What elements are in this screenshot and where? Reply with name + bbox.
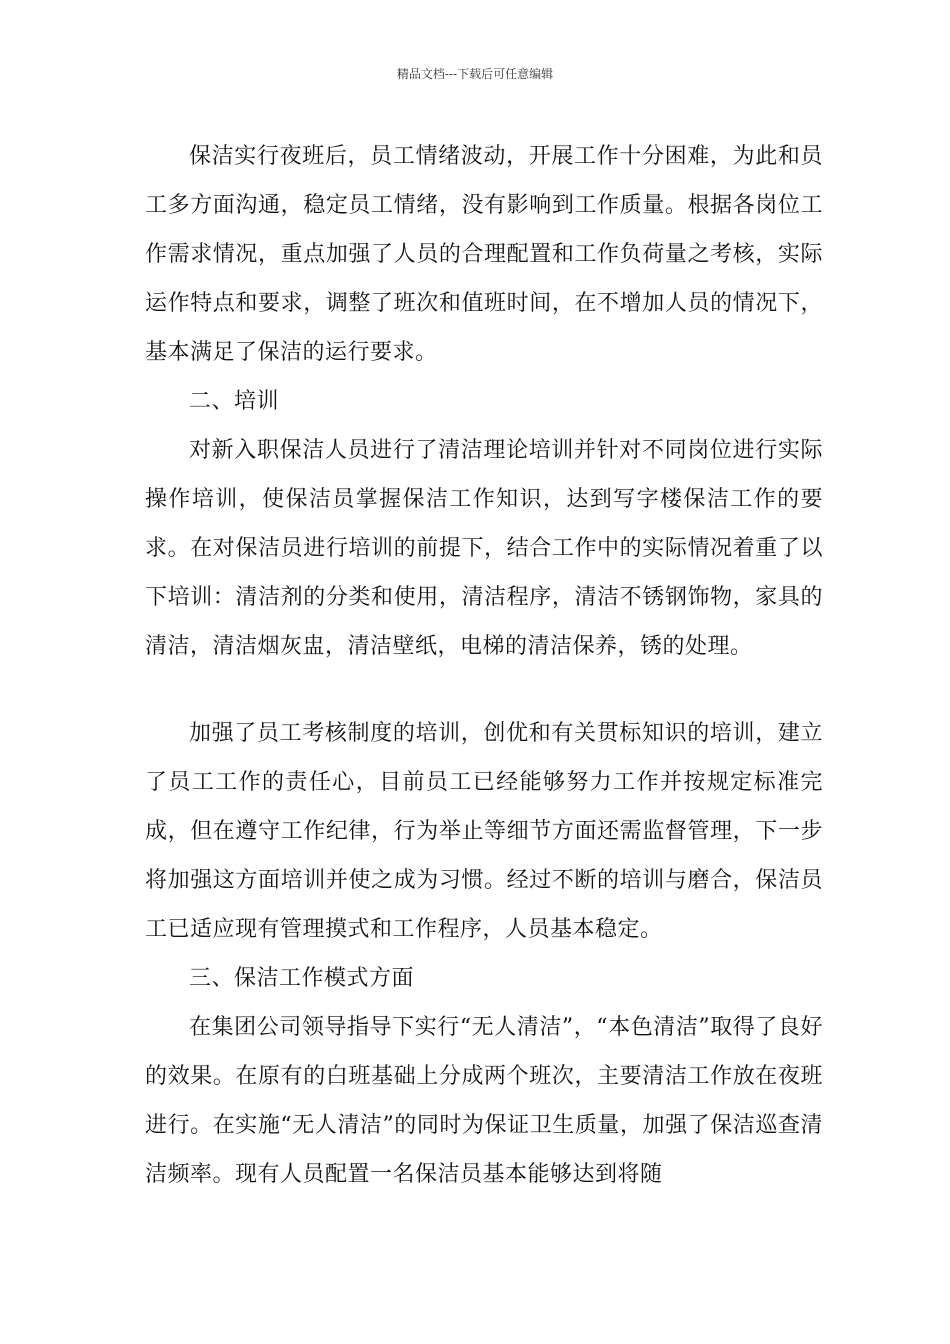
- section-heading-work-mode: 三、保洁工作模式方面: [189, 966, 415, 991]
- paragraph-gap: [145, 671, 823, 709]
- paragraph-staff-communication: 保洁实行夜班后，员工情绪波动，开展工作十分困难，为此和员工多方面沟通，稳定员工情绪，没有影响到工作质量。根据各岗位工作需求情况，重点加强了人员的合理配置和工作负荷量之考核，实际运作特点和要求，调整了班次和值班时间，在不增加人员的情况下，基本满足了保洁的运行要求。: [145, 144, 823, 365]
- document-body: [145, 132, 823, 1199]
- paragraph-assessment-training: 加强了员工考核制度的培训，创优和有关贯标知识的培训，建立了员工工作的责任心，目前员工已经能够努力工作并按规定标准完成，但在遵守工作纪律，行为举止等细节方面还需监督管理，下一步将加强这方面培训并使之成为习惯。经过不断的培训与磨合，保洁员工已适应现有管理摸式和工作程序，人员基本稳定。: [145, 721, 823, 942]
- page-header: 精品文档---下载后可任意编辑: [396, 67, 554, 81]
- paragraph-cleaning-mode: 在集团公司领导指导下实行“无人清洁”，“本色清洁”取得了良好的效果。在原有的白班基础上分成两个班次，主要清洁工作放在夜班进行。在实施“无人清洁”的同时为保证卫生质量，加强了保洁巡查清洁频率。现有人员配置一名保洁员基本能够达到将随: [145, 1015, 823, 1187]
- section-heading-training: 二、培训: [189, 389, 280, 414]
- paragraph-training-content: 对新入职保洁人员进行了清洁理论培训并针对不同岗位进行实际操作培训，使保洁员掌握保洁工作知识，达到写字楼保洁工作的要求。在对保洁员进行培训的前提下，结合工作中的实际情况着重了以下培训：清洁剂的分类和使用，清洁程序，清洁不锈钢饰物，家具的清洁，清洁烟灰盅，清洁壁纸，电梯的清洁保养，锈的处理。: [145, 438, 823, 659]
